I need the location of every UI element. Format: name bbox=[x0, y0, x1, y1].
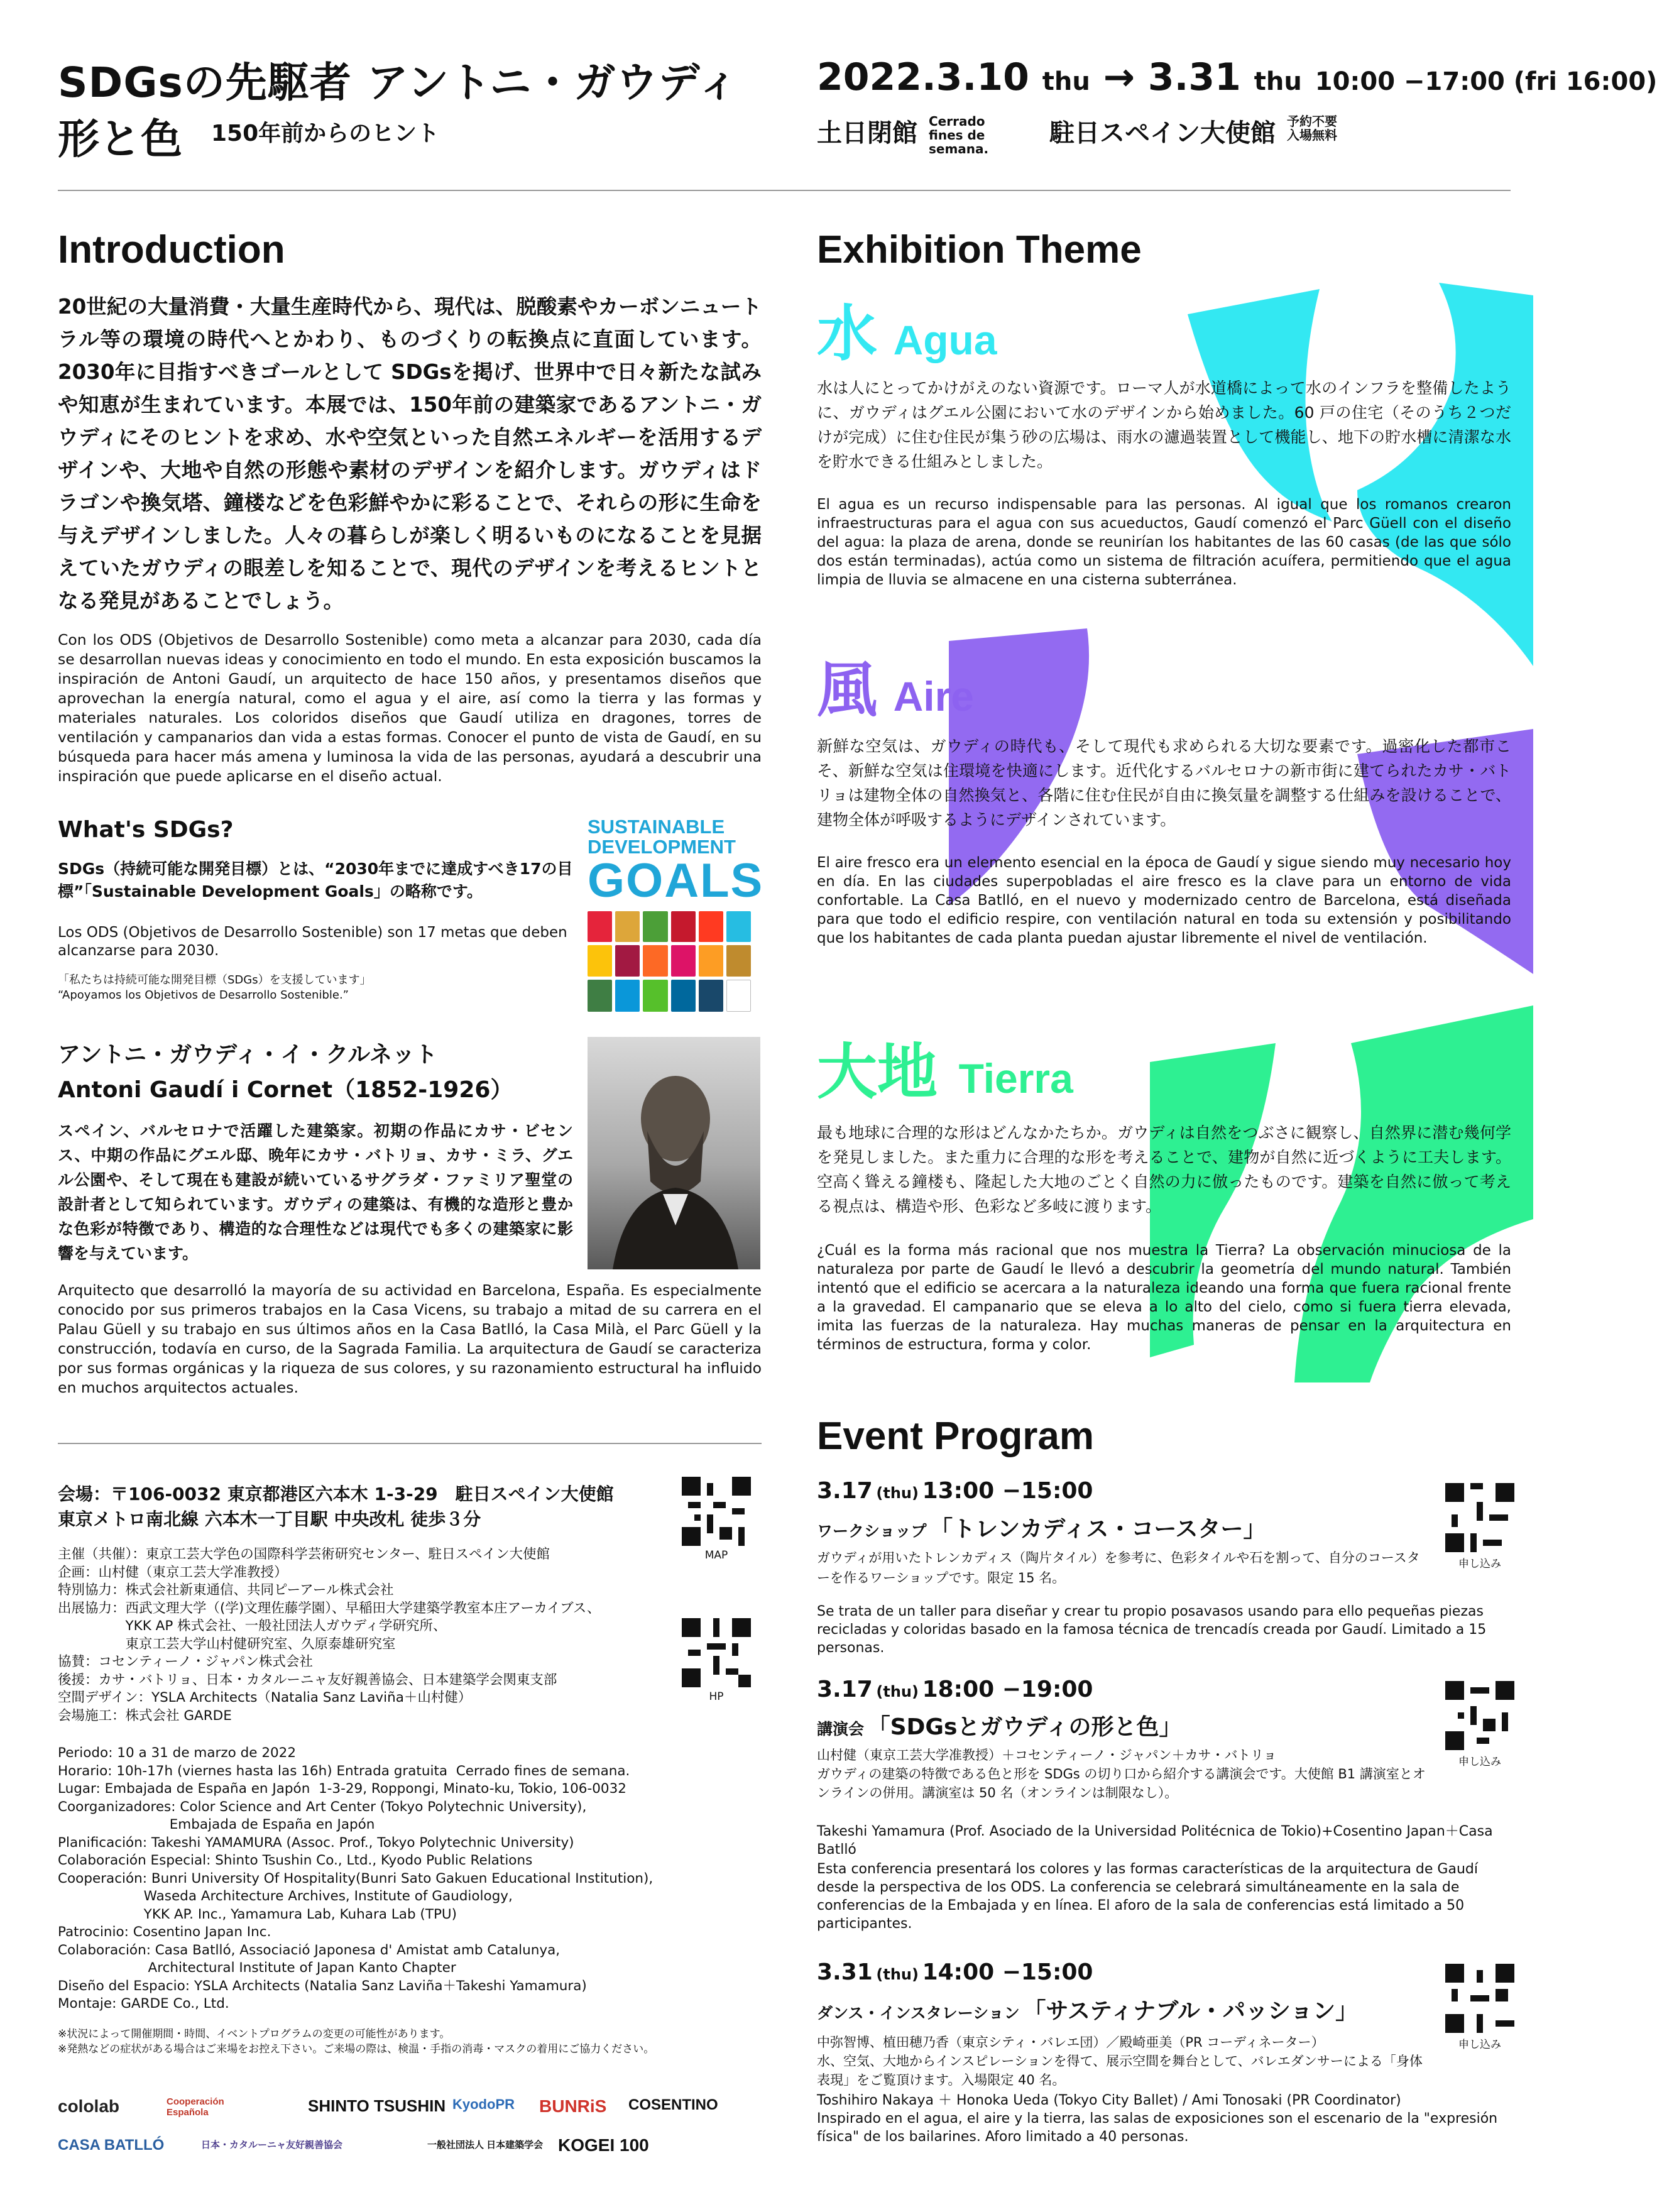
logo-shinto-tsushin: SHINTO TSUSHIN bbox=[308, 2096, 446, 2115]
theme-water-title bbox=[817, 286, 997, 372]
event-2-people-es: Takeshi Yamamura (Prof. Asociado de la Universidad Politécnica de Tokio)+Cosentino Japan＋Casa Batlló bbox=[817, 1824, 1493, 1858]
event-1-qr-label: 申し込み bbox=[1458, 1558, 1501, 1570]
theme-water-kanji: 水 bbox=[817, 298, 877, 369]
opening-hours: 10:00 −17:00 (fri 16:00) bbox=[1315, 67, 1657, 96]
gaudi-name-jp: アントニ・ガウディ・イ・クルネット bbox=[58, 1042, 438, 1068]
event-3-time: 14:00 −15:00 bbox=[922, 1959, 1093, 1985]
end-date: 3.31 bbox=[1147, 55, 1241, 99]
start-date: 2022.3.10 bbox=[817, 55, 1029, 99]
sdg-goal-tile bbox=[588, 911, 612, 942]
gaudi-portrait-figure bbox=[588, 1037, 760, 1269]
event-3-datetime bbox=[817, 1959, 1093, 1985]
credit-line-es: Diseño del Espacio: YSLA Architects (Natalia Sanz Laviña＋Takeshi Yamamura) bbox=[58, 1978, 587, 1994]
logo-kogei-100: KOGEI 100 bbox=[558, 2135, 649, 2155]
credits-es bbox=[58, 1744, 705, 2013]
credit-line-jp: 空間デザイン：YSLA Architects（Natalia Sanz Laviña＋山村健） bbox=[58, 1690, 472, 1706]
introduction-text-es: Con los ODS (Objetivos de Desarrollo Sostenible) como meta a alcanzar para 2030, cada día se desarrollan nuevas ideas y conocimiento en todo el mundo. En esta exposición buscamos la inspiración de Antoni Gaudí, un arquitecto de hace 150 años, y presentamos diseños que aprovechan la energía natural, como el agua y el aire, así como la tierra y las formas y materiales naturales. Los coloridos diseños que Gaudí utiliza en dragones, torres de ventilación y campanarios dan vida a estas formas. Conocer el punto de vista de Gaudí, en su búsqueda para hacer más amena y luminosa la vida de las personas, ayudará a descubrir una inspiración que puede aplicarse en el diseño actual. bbox=[58, 631, 762, 785]
event-3-title-row bbox=[817, 1993, 1358, 2025]
exhibition-dates bbox=[817, 55, 1657, 99]
credit-line-es: Planificación: Takeshi YAMAMURA (Assoc. Prof., Tokyo Polytechnic University) bbox=[58, 1834, 574, 1851]
venue-access: 東京メトロ南北線 六本木一丁目駅 中央改札 徒歩３分 bbox=[58, 1509, 481, 1530]
event-3-people-jp: 中弥智博、植田穂乃香（東京シティ・バレエ団）／殿崎亜美（PR コーディネーター） bbox=[817, 2035, 1325, 2050]
notice-schedule: ※状況によって開催期間・時間、イベントプログラムの変更の可能性があります。 bbox=[58, 2028, 451, 2040]
event-2-people-jp: 山村健（東京工芸大学准教授）＋コセンティーノ・ジャパン＋カサ・バトリョ bbox=[817, 1748, 1277, 1763]
logo-aij: 一般社団法人 日本建築学会 bbox=[427, 2140, 544, 2150]
credit-line-es: Lugar: Embajada de España en Japón 1-3-29, Roppongi, Minato-ku, Tokio, 106-0032 bbox=[58, 1781, 626, 1797]
logo-kyodopr: KyodoPR bbox=[452, 2096, 515, 2112]
event-2-text-jp: ガウディの建築の特徴である色と形を SDGs の切り口から紹介する講演会です。大使館 B1 講演室とオンラインの併用。講演室は 50 名（オンラインは制限なし）。 bbox=[817, 1766, 1426, 1800]
event-2-title-row bbox=[817, 1709, 1182, 1741]
event-2-date: 3.17 bbox=[817, 1677, 873, 1702]
closed-days: 土日閉館 bbox=[817, 119, 917, 148]
sdg-goal-tile bbox=[726, 945, 751, 976]
end-day: thu bbox=[1254, 67, 1302, 96]
credit-line-es: Coorganizadores: Color Science and Art Center (Tokyo Polytechnic University), bbox=[58, 1799, 587, 1815]
gaudi-name-es: Antoni Gaudí i Cornet（1852-1926） bbox=[58, 1077, 513, 1103]
left-divider bbox=[58, 1443, 762, 1444]
credit-line-es: Patrocinio: Cosentino Japan Inc. bbox=[58, 1924, 271, 1940]
gaudi-portrait bbox=[588, 1037, 760, 1269]
introduction-heading: Introduction bbox=[58, 228, 285, 271]
notice-health: ※発熱などの症状がある場合はご来場をお控え下さい。ご来場の際は、検温・手指の消毒・マスクの着用にご協力ください。 bbox=[58, 2043, 655, 2056]
event-1-type: ワークショップ bbox=[817, 1522, 927, 1540]
credits-jp bbox=[58, 1546, 686, 1725]
event-1-title: 「トレンカディス・コースター」 bbox=[930, 1516, 1266, 1542]
sdg-goal-tile bbox=[615, 980, 640, 1012]
page-title: SDGsの先駆者 アントニ・ガウディ bbox=[58, 58, 740, 107]
sdgs-logo-line3: GOALS bbox=[588, 854, 764, 907]
sdg-goal-tile bbox=[699, 945, 723, 976]
event-1-text-jp: ガウディが用いたトレンカディス（陶片タイル）を参考に、色彩タイルや石を割って、自分のコースターを作るワーショップです。限定 15 名。 bbox=[817, 1550, 1420, 1585]
event-1-qr-code[interactable] bbox=[1445, 1483, 1514, 1552]
theme-water-word: Agua bbox=[893, 317, 997, 363]
event-1-datetime bbox=[817, 1478, 1093, 1504]
credit-line-es: Cooperación: Bunri University Of Hospitality(Bunri Sato Gakuen Educational Institution), bbox=[58, 1870, 654, 1886]
sdg-goal-tile bbox=[726, 980, 751, 1012]
logo-casa-batllo: CASA BATLLÓ bbox=[58, 2137, 165, 2154]
credit-line-es: Architectural Institute of Japan Kanto Chapter bbox=[58, 1960, 456, 1976]
page-subtitle: 150年前からのヒント bbox=[211, 121, 440, 146]
event-2-day: (thu) bbox=[876, 1683, 919, 1700]
event-3-title: 「サスティナブル・パッション」 bbox=[1023, 1998, 1359, 2024]
event-3-date: 3.31 bbox=[817, 1959, 873, 1985]
event-2-text-es: Esta conferencia presentará los colores y las formas características de la arquitectura de Gaudí desde la perspectiva de los ODS. La conferencia se celebrará simultáneamente en la sala de conferencias de la Embajada y en línea. El aforo de la sala de conferencias está limitado a 50 participantes. bbox=[817, 1861, 1478, 1932]
sdgs-text-jp: SDGs（持続可能な開発目標）とは、“2030年までに達成すべき17の目標”「Sustainable Development Goals」の略称です。 bbox=[58, 860, 573, 901]
closed-days-es: Cerrado fines de semana. bbox=[929, 114, 989, 156]
event-2-qr-code[interactable] bbox=[1445, 1681, 1514, 1750]
credit-line-jp: 後援：カサ・バトリョ、日本・カタルーニャ友好親善協会、日本建築学会関東支部 bbox=[58, 1672, 557, 1688]
sdgs-logo bbox=[588, 816, 764, 907]
sdg-goal-tile bbox=[588, 945, 612, 976]
sdg-goal-tile bbox=[671, 945, 696, 976]
event-program-heading: Event Program bbox=[817, 1415, 1095, 1458]
sdg-goal-tile bbox=[671, 911, 696, 942]
event-3-type: ダンス・インスタレーション bbox=[817, 2004, 1020, 2022]
map-qr-code[interactable] bbox=[682, 1477, 751, 1546]
credit-line-es: Waseda Architecture Archives, Institute of Gaudiology, bbox=[58, 1888, 513, 1904]
event-2-type: 講演会 bbox=[817, 1720, 865, 1738]
header-divider bbox=[58, 190, 1511, 191]
credit-line-es: Colaboración Especial: Shinto Tsushin Co., Ltd., Kyodo Public Relations bbox=[58, 1853, 533, 1868]
start-day: thu bbox=[1042, 67, 1090, 96]
credit-line-jp: 東京工芸大学山村健研究室、久原泰雄研究室 bbox=[58, 1636, 396, 1652]
event-2-time: 18:00 −19:00 bbox=[922, 1677, 1093, 1702]
theme-earth-title bbox=[817, 1024, 1073, 1110]
gaudi-bio-jp: スペイン、バルセロナで活躍した建築家。初期の作品にカサ・ビセンス、中期の作品にグエル邸、晩年にカサ・バトリョ、カサ・ミラ、グエル公園や、そして現在も建設が続いているサグラダ・ファミリア聖堂の設計者として知られています。ガウディの建築は、有機的な造形と豊かな色彩が特徴であり、構造的な合理性などは現代でも多くの建築家に影響を与えています。 bbox=[58, 1122, 573, 1262]
theme-water-text-jp: 水は人にとってかけがえのない資源です。ローマ人が水道橋によって水のインフラを整備したように、ガウディはグエル公園において水のデザインから始めました。60 戸の住宅（そのうち２つだけが完成）に住む住民が集う砂の広場は、雨水の濾過装置として機能し、地下の貯水槽に清潔な水を貯水できる仕組みとしました。 bbox=[817, 379, 1511, 471]
sdg-goal-tile bbox=[643, 945, 667, 976]
sdg-goal-tile bbox=[671, 980, 696, 1012]
sdgs-support-es: “Apoyamos los Objetivos de Desarrollo Sostenible.” bbox=[58, 988, 349, 1002]
event-3-qr-code[interactable] bbox=[1445, 1964, 1514, 2033]
logo-cooperacion: Cooperación Española bbox=[167, 2096, 224, 2118]
credit-line-jp: 協賛：コセンティーノ・ジャパン株式会社 bbox=[58, 1654, 313, 1670]
sdg-goal-tile bbox=[643, 980, 667, 1012]
theme-air-word: Aire bbox=[893, 673, 974, 720]
introduction-text-jp: 20世紀の大量消費・大量生産時代から、現代は、脱酸素やカーボンニュートラル等の環境の時代へとかわり、ものづくりの転換点に直面しています。2030年に目指すべきゴールとして SDGsを掲げ、世界中で日々新たな試みや知恵が生まれています。本展では、150年前の建築家であるアントニ・ガウディにそのヒントを求め、水や空気といった自然エネルギーを活用するデザインや、大地や自然の形態や素材のデザインを紹介します。ガウディはドラゴンや換気塔、鐘楼などを色彩鮮やかに彩ることで、それらの形に生命を与えデザインしました。人々の暮らしが楽しく明るいものになることを見据えていたガウディの眼差しを知ることで、現代のデザインを考えるヒントとなる発見があることでしょう。 bbox=[58, 295, 762, 613]
event-3-text-es: Inspirado en el agua, el aire y la tierra, las salas de exposiciones son el escenario de la "expresión física" de los bailarines. Aforo limitado a 40 personas. bbox=[817, 2111, 1498, 2145]
credit-line-jp: 会場施工：株式会社 GARDE bbox=[58, 1707, 232, 1724]
event-2-title: 「SDGsとガウディの形と色」 bbox=[867, 1714, 1182, 1740]
theme-water-text-es: El agua es un recurso indispensable para las personas. Al igual que los romanos crearon infraestructuras para el agua con sus acueductos, Gaudí comenzó el Parc Güell con el diseño del agua: la plaza de arena, donde se reunirían los habitantes de las 60 casas (de las que sólo dos están terminadas), actúa como un sistema de filtración acuífera, permitiendo que el agua limpia de lluvia se almacene en una cisterna subterránea. bbox=[817, 496, 1511, 588]
event-2-qr-label: 申し込み bbox=[1458, 1756, 1501, 1768]
event-3-text-jp: 水、空気、大地からインスピレーションを得て、展示空間を舞台として、バレエダンサーによる「身体表現」をご覧頂けます。入場限定 40 名。 bbox=[817, 2054, 1423, 2088]
logo-cololab: cololab bbox=[58, 2096, 120, 2116]
credit-line-es: YKK AP. Inc., Yamamura Lab, Kuhara Lab (TPU) bbox=[58, 1906, 457, 1922]
event-1-text-es: Se trata de un taller para diseñar y crear tu propio posavasos usando para ello pequeñas piezas recicladas y coloridas basado en la famosa técnica de trencadís creada por Gaudí. Limitado a 15 personas. bbox=[817, 1604, 1487, 1656]
theme-earth-word: Tierra bbox=[958, 1055, 1073, 1102]
sdgs-logo-line2: DEVELOPMENT bbox=[588, 836, 736, 858]
theme-air-text-es: El aire fresco era un elemento esencial en la época de Gaudí y sigue siendo muy necesario hoy en día. En las ciudades superpobladas el aire fresco es la clave para un entorno de vida confortable. La Casa Batlló, en el nuevo y modernizado centro de Barcelona, está diseñada para que todo el edificio respire, con ventilación natural en toda su extensión y posibilitando que los habitantes de cada planta puedan ajustar libremente el nivel de ventilación. bbox=[817, 855, 1511, 946]
event-2-datetime bbox=[817, 1677, 1093, 1702]
sdgs-goals-grid bbox=[588, 911, 751, 1012]
event-1-time: 13:00 −15:00 bbox=[922, 1478, 1093, 1504]
credit-line-es: Montaje: GARDE Co., Ltd. bbox=[58, 1996, 229, 2012]
page-title-line2: 形と色 bbox=[58, 115, 182, 163]
credit-line-jp: 特別協力：株式会社新東通信、共同ピーアール株式会社 bbox=[58, 1582, 394, 1598]
arrow-icon: → bbox=[1103, 55, 1135, 99]
sdgs-support-jp: 「私たちは持続可能な開発目標（SDGs）を支援しています」 bbox=[58, 973, 371, 987]
hp-qr-code[interactable] bbox=[682, 1618, 751, 1687]
event-3-people-es: Toshihiro Nakaya ＋ Honoka Ueda (Tokyo City Ballet) / Ami Tonosaki (PR Coordinator) bbox=[817, 2093, 1401, 2108]
credit-line-es: Horario: 10h-17h (viernes hasta las 16h) Entrada gratuita Cerrado fines de semana. bbox=[58, 1763, 630, 1779]
sdg-goal-tile bbox=[615, 911, 640, 942]
event-1-date: 3.17 bbox=[817, 1478, 873, 1504]
credit-line-jp: 主催（共催）：東京工芸大学色の国際科学芸術研究センター、駐日スペイン大使館 bbox=[58, 1547, 550, 1562]
sdg-goal-tile bbox=[699, 911, 723, 942]
sdgs-heading: What's SDGs? bbox=[58, 817, 234, 843]
sdg-goal-tile bbox=[726, 911, 751, 942]
gaudi-bio-es: Arquitecto que desarrolló la mayoría de su actividad en Barcelona, España. Es especialmente conocido por sus primeros trabajos en la Casa Vicens, su trabajo a mitad de su carrera en el Palau Güell y su trabajo en sus últimos años en la Casa Batlló, la Casa Milà, el Parc Güell y la construcción, todavía en curso, de la Sagrada Familia. La arquitectura de Gaudí se caracteriza por sus formas orgánicas y la riqueza de sus colores, y su razonamiento estructural ha influido en muchos arquitectos actuales. bbox=[58, 1281, 762, 1396]
free-entry-note: 予約不要 入場無料 bbox=[1287, 114, 1337, 143]
logo-bunris: BUNRiS bbox=[539, 2096, 607, 2116]
logo-cosentino: COSENTINO bbox=[628, 2096, 718, 2113]
credit-line-es: Embajada de España en Japón bbox=[58, 1817, 375, 1832]
sdg-goal-tile bbox=[643, 911, 667, 942]
sdgs-logo-line1: SUSTAINABLE bbox=[588, 816, 725, 838]
venue-address: 会場：〒106-0032 東京都港区六本木 1-3-29 駐日スペイン大使館 bbox=[58, 1484, 614, 1504]
theme-earth-kanji: 大地 bbox=[817, 1037, 938, 1107]
theme-earth-text-jp: 最も地球に合理的な形はどんなかたちか。ガウディは自然をつぶさに観察し、自然界に潜む幾何学を発見しました。また重力に合理的な形を考えることで、建物が自然に近づくように工夫します。空高く聳える鐘楼も、隆起した大地のごとく自然の力に倣ったものです。建築を自然に倣って考える視点は、構造や形、色彩など多岐に渡ります。 bbox=[817, 1124, 1511, 1215]
hp-qr-label: HP bbox=[709, 1690, 724, 1703]
credit-line-es: Colaboración: Casa Batlló, Associació Japonesa d' Amistat amb Catalunya, bbox=[58, 1942, 561, 1958]
credit-line-jp: YKK AP 株式会社、一般社団法人ガウディ学研究所、 bbox=[58, 1618, 447, 1634]
credit-line-es: Periodo: 10 a 31 de marzo de 2022 bbox=[58, 1745, 297, 1761]
sdg-goal-tile bbox=[588, 980, 612, 1012]
theme-air-title bbox=[817, 642, 974, 728]
exhibition-theme-heading: Exhibition Theme bbox=[817, 228, 1142, 271]
logo-catalunya-assoc: 日本・カタルーニャ友好親善協会 bbox=[201, 2140, 343, 2150]
venue-name: 駐日スペイン大使館 bbox=[1049, 119, 1276, 148]
map-qr-label: MAP bbox=[704, 1549, 728, 1562]
theme-air-text-jp: 新鮮な空気は、ガウディの時代も、そして現代も求められる大切な要素です。過密化した都市こそ、新鮮な空気は住環境を快適にします。近代化するバルセロナの新市街に建てられたカサ・バトリョは建物全体の自然換気と、各階に住む住民が自由に換気量を調整する仕組みを設けることで、建物全体が呼吸するようにデザインされています。 bbox=[817, 737, 1511, 829]
event-1-day: (thu) bbox=[876, 1484, 919, 1502]
sdgs-text-es: Los ODS (Objetivos de Desarrollo Sostenible) son 17 metas que deben alcanzarse para 2030. bbox=[58, 924, 567, 959]
event-3-day: (thu) bbox=[876, 1966, 919, 1983]
event-1-title-row bbox=[817, 1511, 1266, 1543]
sdg-goal-tile bbox=[699, 980, 723, 1012]
theme-air-kanji: 風 bbox=[817, 655, 877, 725]
event-3-qr-label: 申し込み bbox=[1458, 2039, 1501, 2051]
sdg-goal-tile bbox=[615, 945, 640, 976]
credit-line-jp: 出展協力：西武文理大学（(学)文理佐藤学園）、早稲田大学建築学教室本庄アーカイブス、 bbox=[58, 1600, 601, 1616]
theme-earth-text-es: ¿Cuál es la forma más racional que nos muestra la Tierra? La observación minuciosa de la naturaleza por parte de Gaudí le llevó a descubrir la geometría del mundo natural. También intentó que el edificio se acercara a la naturaleza ideando una forma que fuera racional frente a la gravedad. El campanario que se eleva a lo alto del cielo, como si fuera tierra elevada, imita las fuerzas de la naturaleza. Hay muchas maneras de pensar en la arquitectura en términos de estructura, forma y color. bbox=[817, 1242, 1511, 1353]
credit-line-jp: 企画：山村健（東京工芸大学准教授） bbox=[58, 1564, 288, 1580]
